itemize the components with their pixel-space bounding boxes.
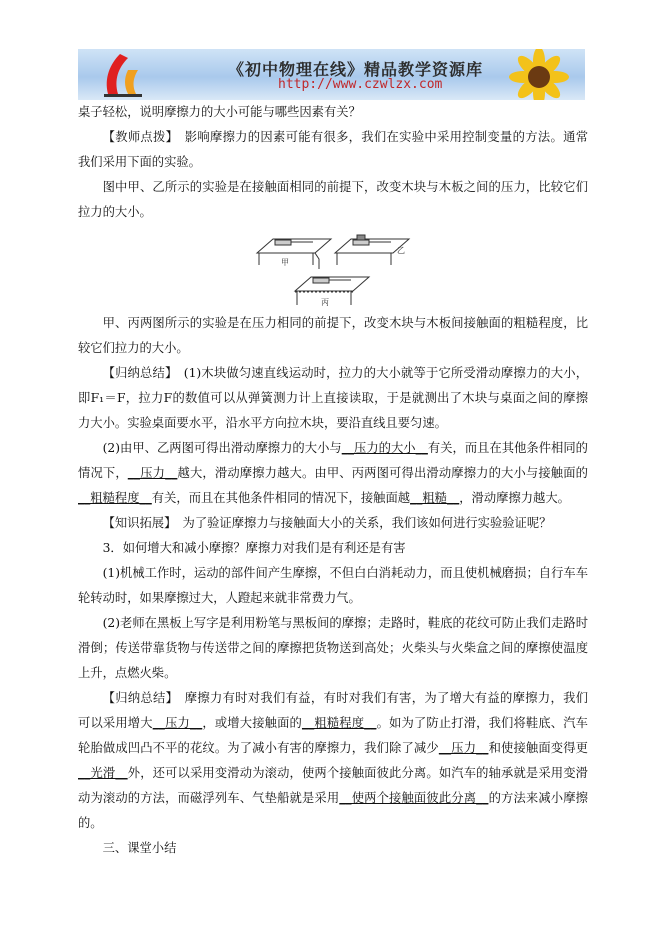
- answer-blank: __粗糙程度__: [78, 491, 152, 505]
- paragraph: 【教师点拨】 影响摩擦力的因素可能有很多，我们在实验中采用控制变量的方法。通常我们采用下面的实验。: [78, 130, 588, 169]
- answer-blank: __压力__: [438, 741, 489, 755]
- logo-icon: [98, 50, 148, 98]
- section-tag: 【教师点拨】: [102, 130, 173, 144]
- section-tag: 【归纳总结】: [102, 691, 173, 705]
- header-title: 《初中物理在线》精品教学资源库: [228, 60, 484, 79]
- friction-experiment-diagram: [253, 229, 413, 309]
- answer-blank: __压力的大小__: [341, 441, 428, 455]
- figure-label-yi: 乙: [397, 246, 405, 255]
- paragraph: 【知识拓展】 为了验证摩擦力与接触面大小的关系，我们该如何进行实验验证呢？: [102, 516, 552, 530]
- paragraph: 【归纳总结】 (1)木块做匀速直线运动时，拉力的大小就等于它所受滑动摩擦力的大小，即F₁＝F，拉力F的数值可以从弹簧测力计上直接读取，于是就测出了木块与桌面之间的摩擦力大小。实验桌面要水平，沿水平方向拉木块，要沿直线且要匀速。: [78, 366, 588, 430]
- header-banner: [78, 49, 585, 100]
- answer-blank: __光滑__: [78, 766, 128, 780]
- experiment-figure: [78, 229, 588, 311]
- header-url: http://www.czwlzx.com: [278, 77, 443, 92]
- paragraph: 桌子轻松，说明摩擦力的大小可能与哪些因素有关？: [78, 105, 361, 119]
- answer-blank: __压力__: [152, 716, 203, 730]
- answer-blank: __粗糙程度__: [301, 716, 377, 730]
- section-heading: 3．如何增大和减小摩擦？摩擦力对我们是有利还是有害: [102, 541, 406, 555]
- section-heading: 三、课堂小结: [102, 841, 177, 855]
- answer-blank: __压力__: [127, 466, 178, 480]
- section-tag: 【归纳总结】: [102, 366, 172, 380]
- section-tag: 【知识拓展】: [102, 516, 171, 530]
- sunflower-icon: [499, 49, 579, 100]
- paragraph: 图中甲、乙所示的实验是在接触面相同的前提下，改变木块与木板之间的压力，比较它们拉力的大小。: [78, 180, 588, 219]
- paragraph: (2)老师在黑板上写字是利用粉笔与黑板间的摩擦；走路时，鞋底的花纹可防止我们走路时滑倒；传送带靠货物与传送带之间的摩擦把货物送到高处；火柴头与火柴盒之间的摩擦使温度上升，点燃火柴。: [78, 616, 588, 680]
- paragraph: 【归纳总结】 摩擦力有时对我们有益，有时对我们有害，为了增大有益的摩擦力，我们可以采用增大__压力__，或增大接触面的__粗糙程度__。如为了防止打滑，我们将鞋底、汽车轮胎做成凹凸不平的花纹。为了减小有害的摩擦力，我们除了减少__压力__和使接触面变得更__光滑__外，还可以采用变滑动为滚动，使两个接触面彼此分离。如汽车的轴承就是采用变滑动为滚动的方法，而磁浮列车、气垫船就是采用__使两个接触面彼此分离__的方法来减小摩擦的。: [78, 691, 588, 830]
- document-body: [78, 100, 588, 861]
- answer-blank: __使两个接触面彼此分离__: [339, 791, 489, 805]
- answer-blank: __粗糙__: [410, 491, 460, 505]
- paragraph: 甲、丙两图所示的实验是在压力相同的前提下，改变木块与木板间接触面的粗糙程度，比较它们拉力的大小。: [78, 316, 588, 355]
- paragraph: (1)机械工作时，运动的部件间产生摩擦，不但白白消耗动力，而且使机械磨损；自行车车轮转动时，如果摩擦过大，人蹬起来就非常费力气。: [78, 566, 588, 605]
- figure-label-jia: 甲: [281, 258, 289, 267]
- figure-label-bing: 丙: [321, 298, 329, 307]
- paragraph: (2)由甲、乙两图可得出滑动摩擦力的大小与__压力的大小__有关，而且在其他条件相同的情况下，__压力__越大，滑动摩擦力越大。由甲、丙两图可得出滑动摩擦力的大小与接触面的__粗糙程度__有关，而且在其他条件相同的情况下，接触面越__粗糙__，滑动摩擦力越大。: [78, 441, 588, 505]
